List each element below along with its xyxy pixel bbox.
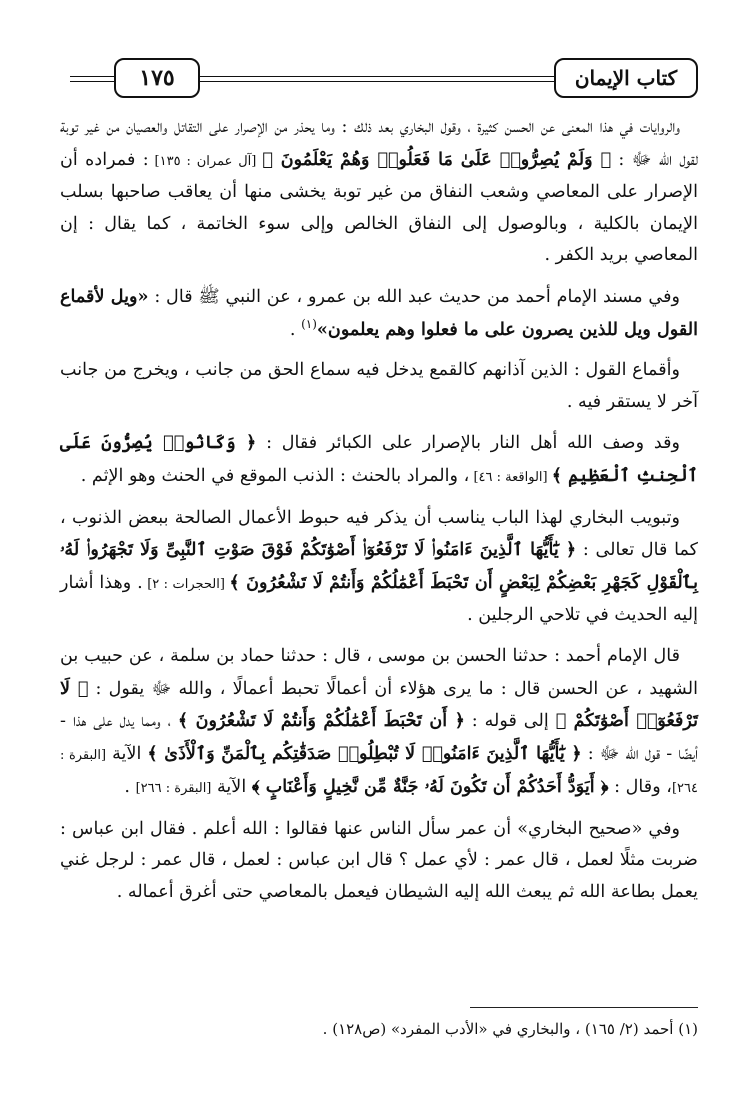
verse-reference: [البقرة : ٢٦٦] [135, 781, 212, 797]
footnote-separator [470, 1007, 698, 1008]
paragraph-6 [60, 641, 698, 805]
verse-reference: [الحجرات : ٢] [142, 576, 230, 592]
quran-verse: ﴿ لَا تَرْفَعُوٓا۟ أَصْوَٰتَكُمْ ﴾ [60, 677, 698, 732]
text: . [289, 319, 302, 340]
text: الآية [106, 743, 148, 764]
footnote-marker: (١) [301, 316, 317, 331]
text: ، ومما يدل على هذا - أيضًا - قول الله ﷻ : [60, 711, 699, 764]
text: : فمراده أن الإصرار على المعاصي وشعب النفاق من غير توبة يخشى منها أن يعاقب صاحبها بسلب الإيمان بالكلية ، وبالوصول إلى النفاق الخالص وإلى سوء الخاتمة ، كما يقال : إن المعاصي بريد الكفر . [60, 149, 698, 266]
page-header [70, 56, 698, 96]
text: قال الإمام أحمد : حدثنا الحسن بن موسى ، قال : حدثنا حماد بن سلمة ، عن حبيب بن الشهيد ، عن الحسن قال : ما يرى هؤلاء أن أعمالًا تحبط أعمالًا ، والله ﷻ يقول : [60, 645, 698, 699]
quran-verse: ﴿ وَكَانُوا۟ يُصِرُّونَ عَلَى ٱلْحِنثِ ٱلْعَظِيمِ ﴾ [60, 432, 698, 486]
text: وأقماع القول : الذين آذانهم كالقمع يدخل فيه سماع الحق من جانب ، ويخرج من جانب آخر لا يستقر فيه . [60, 360, 698, 412]
text: ، وقال : [608, 777, 672, 798]
quran-verse: ﴿ يَٰٓأَيُّهَا ٱلَّذِينَ ءَامَنُوا۟ لَا تَرْفَعُوٓا۟ أَصْوَٰتَكُمْ فَوْقَ صَوْتِ ٱلنَّبِىِّ وَلَا تَجْهَرُوا۟ لَهُۥ بِٱلْقَوْلِ كَجَهْرِ بَعْضِكُمْ لِبَعْضٍ أَن تَحْبَطَ أَعْمَٰلُكُمْ وَأَنتُمْ لَا تَشْعُرُونَ ﴾ [60, 539, 698, 593]
text: إلى قوله : [464, 711, 556, 732]
verse-reference: [البقرة : ٢٦٤] [60, 747, 698, 797]
running-title: كتاب الإيمان [554, 58, 698, 98]
paragraph-1 [60, 112, 698, 272]
hadith-quote: «ويل لأقماع القول ويل للذين يصرون على ما فعلوا وهم يعلمون» [60, 285, 698, 340]
quran-verse: ﴿ أَيَوَدُّ أَحَدُكُمْ أَن تَكُونَ لَهُۥ جَنَّةٌ مِّن نَّخِيلٍ وَأَعْنَابٍ ﴾ [251, 776, 609, 798]
paragraph-4 [60, 427, 698, 493]
quran-verse: ﴿ أَن تَحْبَطَ أَعْمَٰلُكُمْ وَأَنتُمْ لَا تَشْعُرُونَ ﴾ [177, 710, 465, 732]
paragraph-5 [60, 503, 698, 632]
text: ، والمراد بالحنث : الذنب الموقع في الحنث وهو الإثم . [80, 465, 470, 486]
text: . [124, 777, 136, 798]
paragraph-2 [60, 281, 698, 346]
text: وفي مسند الإمام أحمد من حديث عبد الله بن عمرو ، عن النبي ﷺ قال : [148, 286, 680, 307]
text: . وهذا أشار إليه الحديث في تلاحي الرجلين . [60, 572, 698, 626]
footnote: (١) أحمد (٢/ ١٦٥) ، والبخاري في «الأدب المفرد» (ص١٢٨) . [322, 1020, 698, 1038]
text: وقد وصف الله أهل النار بالإصرار على الكبائر فقال : [256, 433, 680, 454]
paragraph-3 [60, 355, 698, 418]
text: الآية [211, 777, 252, 798]
text: وتبويب البخاري لهذا الباب يناسب أن يذكر فيه حبوط الأعمال الصالحة ببعض الذنوب ، كما قال تعالى : [60, 507, 699, 561]
verse-reference: [الواقعة : ٤٦] [469, 469, 552, 485]
quran-verse: ﴿ وَلَمْ يُصِرُّوا۟ عَلَىٰ مَا فَعَلُوا۟ وَهُمْ يَعْلَمُونَ ﴾ [262, 148, 612, 170]
text: وفي «صحيح البخاري» أن عمر سأل الناس عنها فقالوا : الله أعلم . فقال ابن عباس : ضربت مثلًا لعمل ، قال عمر : لأي عمل ؟ قال ابن عباس : لعمل ، قال عمر : لرجل غني يعمل بطاعة الله ثم يبعث الله إليه الشيطان فيعمل بالمعاصي حتى أغرق أعماله . [60, 818, 698, 903]
text: والروايات في هذا المعنى عن الحسن كثيرة ، وقول البخاري بعد ذلك : وما يحذر من الإصرار على التقاتل والعصيان من غير توبة لقول الله ﷻ : [60, 117, 698, 170]
verse-reference: [آل عمران : ١٣٥] [148, 153, 263, 169]
paragraph-7 [60, 814, 698, 909]
page-number: ١٧٥ [114, 58, 200, 98]
main-text [60, 112, 698, 918]
quran-verse: ﴿ يَٰٓأَيُّهَا ٱلَّذِينَ ءَامَنُوا۟ لَا تُبْطِلُوا۟ صَدَقَٰتِكُم بِٱلْمَنِّ وَٱلْأَذَىٰ ﴾ [147, 742, 582, 764]
